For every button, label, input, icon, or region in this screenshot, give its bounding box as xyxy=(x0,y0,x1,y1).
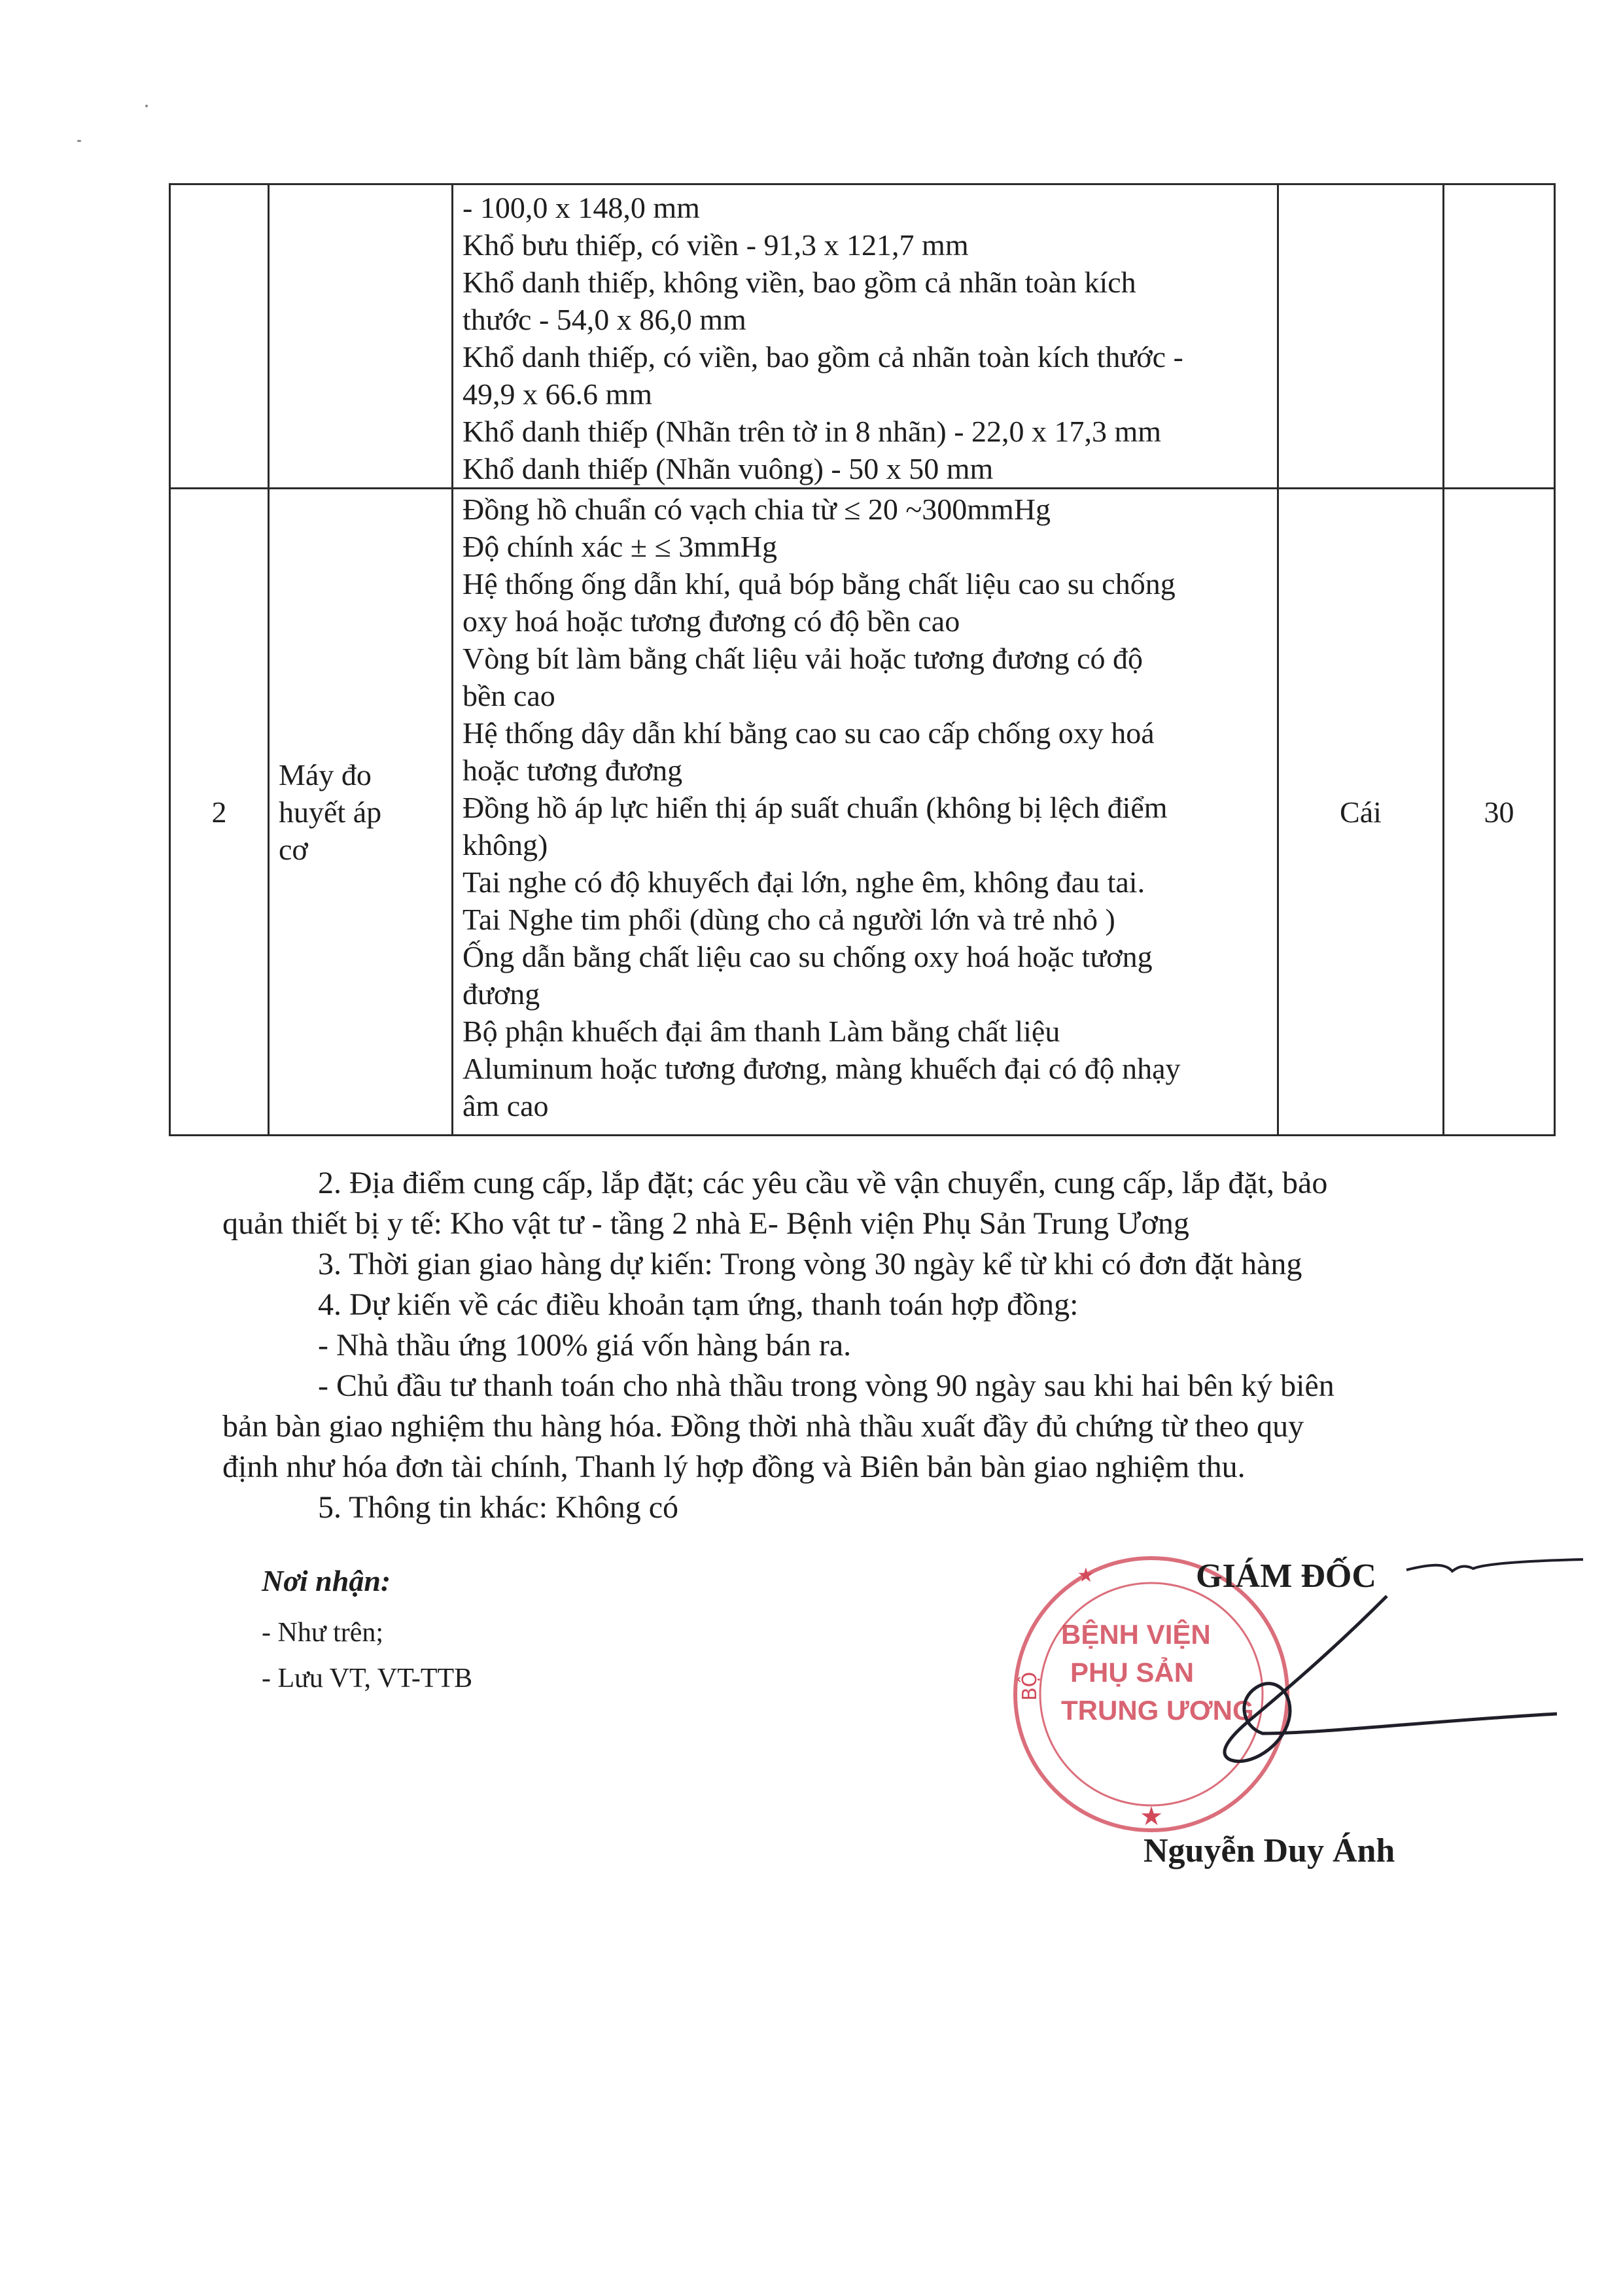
unit-cell: Cái xyxy=(1278,489,1444,1136)
scan-speck xyxy=(77,140,81,142)
spec-line: Khổ danh thiếp, có viền, bao gồm cả nhãn toàn kích thước - xyxy=(462,340,1183,374)
row-number xyxy=(170,184,269,489)
paragraph-4b-cont: định như hóa đơn tài chính, Thanh lý hợp đồng và Biên bản bàn giao nghiệm thu. xyxy=(222,1450,1246,1484)
paragraph-5: 5. Thông tin khác: Không có xyxy=(318,1490,679,1525)
spec-line: Vòng bít làm bằng chất liệu vải hoặc tương đương có độ xyxy=(462,642,1143,675)
spec-line: Khổ danh thiếp (Nhãn trên tờ in 8 nhãn) - 22,0 x 17,3 mm xyxy=(462,415,1162,448)
scan-speck xyxy=(145,105,148,107)
signer-title: GIÁM ĐỐC xyxy=(1196,1557,1376,1595)
spec-line: Bộ phận khuếch đại âm thanh Làm bằng chất liệu xyxy=(462,1015,1060,1048)
svg-text:★: ★ xyxy=(1077,1564,1095,1587)
recipients-block xyxy=(262,1563,472,1701)
paragraph-4b: - Chủ đầu tư thanh toán cho nhà thầu trong vòng 90 ngày sau khi hai bên ký biên xyxy=(318,1368,1335,1403)
item-name-line: cơ xyxy=(279,832,308,866)
recipient-item: - Như trên; xyxy=(262,1618,384,1648)
spec-line: Độ chính xác ± ≤ 3mmHg xyxy=(462,530,778,563)
paragraph-3: 3. Thời gian giao hàng dự kiến: Trong vòng 30 ngày kể từ khi có đơn đặt hàng xyxy=(318,1247,1302,1281)
spec-line: Khổ bưu thiếp, có viền - 91,3 x 121,7 mm xyxy=(462,228,969,262)
spec-line: - 100,0 x 148,0 mm xyxy=(462,191,700,224)
spec-line: Khổ danh thiếp, không viền, bao gồm cả nhãn toàn kích xyxy=(462,266,1136,299)
handwritten-signature xyxy=(1191,1557,1583,1773)
signer-name: Nguyễn Duy Ánh xyxy=(1143,1832,1395,1870)
stamp-line: PHỤ SẢN xyxy=(1070,1657,1195,1688)
item-name xyxy=(269,489,453,1136)
paragraph-2-cont: quản thiết bị y tế: Kho vật tư - tầng 2 nhà E- Bệnh viện Phụ Sản Trung Ương xyxy=(222,1206,1189,1241)
row-number: 2 xyxy=(170,489,269,1136)
spec-line: Tai nghe có độ khuyếch đại lớn, nghe êm, không đau tai. xyxy=(462,865,1145,899)
item-name-line: huyết áp xyxy=(279,795,382,829)
stamp-line: BỆNH VIỆN xyxy=(1061,1619,1211,1650)
paragraph-2: 2. Địa điểm cung cấp, lắp đặt; các yêu cầu về vận chuyển, cung cấp, lắp đặt, bảo xyxy=(318,1166,1328,1200)
spec-line: Đồng hồ áp lực hiển thị áp suất chuẩn (không bị lệch điểm xyxy=(462,791,1168,824)
spec-line: không) xyxy=(462,828,548,861)
spec-line: Khổ danh thiếp (Nhãn vuông) - 50 x 50 mm xyxy=(462,452,994,485)
spec-table xyxy=(169,183,1556,1136)
spec-line: Đồng hồ chuẩn có vạch chia từ ≤ 20 ~300mmHg xyxy=(462,493,1051,526)
spec-line: oxy hoá hoặc tương đương có độ bền cao xyxy=(462,604,960,638)
svg-text:BỘ: BỘ xyxy=(1019,1671,1041,1701)
spec-line: bền cao xyxy=(462,679,555,712)
paragraph-4a: - Nhà thầu ứng 100% giá vốn hàng bán ra. xyxy=(318,1328,852,1363)
quantity-cell: 30 xyxy=(1444,489,1555,1136)
spec-line: Aluminum hoặc tương đương, màng khuếch đại có độ nhạy xyxy=(462,1052,1181,1085)
item-spec xyxy=(453,184,1278,489)
spec-line: Ống dẫn bằng chất liệu cao su chống oxy hoá hoặc tương xyxy=(462,940,1153,973)
paragraph-4b-cont: bản bàn giao nghiệm thu hàng hóa. Đồng thời nhà thầu xuất đầy đủ chứng từ theo quy xyxy=(222,1409,1304,1444)
unit-cell xyxy=(1278,184,1444,489)
paragraph-4: 4. Dự kiến về các điều khoản tạm ứng, thanh toán hợp đồng: xyxy=(318,1287,1079,1322)
svg-text:★: ★ xyxy=(1140,1801,1163,1832)
spec-line: Hệ thống dây dẫn khí bằng cao su cao cấp chống oxy hoá xyxy=(462,716,1155,750)
quantity-cell xyxy=(1444,184,1555,489)
spec-line: Tai Nghe tim phổi (dùng cho cả người lớn và trẻ nhỏ ) xyxy=(462,903,1115,936)
stamp-line: TRUNG ƯƠNG xyxy=(1061,1695,1254,1726)
recipients-heading: Nơi nhận: xyxy=(262,1564,391,1597)
spec-line: âm cao xyxy=(462,1089,549,1122)
recipient-item: - Lưu VT, VT-TTB xyxy=(262,1663,473,1694)
spec-line: hoặc tương đương xyxy=(462,754,683,787)
body-text xyxy=(222,1163,1514,1528)
spec-line: Hệ thống ống dẫn khí, quả bóp bằng chất liệu cao su chống xyxy=(462,567,1176,600)
table-row xyxy=(170,184,1555,489)
spec-line: 49,9 x 66.6 mm xyxy=(462,377,653,411)
item-name-line: Máy đo xyxy=(279,757,372,791)
spec-line: đương xyxy=(462,977,540,1011)
item-name xyxy=(269,184,453,489)
table-row xyxy=(170,489,1555,1136)
spec-line: thước - 54,0 x 86,0 mm xyxy=(462,303,746,336)
item-spec xyxy=(453,489,1278,1136)
